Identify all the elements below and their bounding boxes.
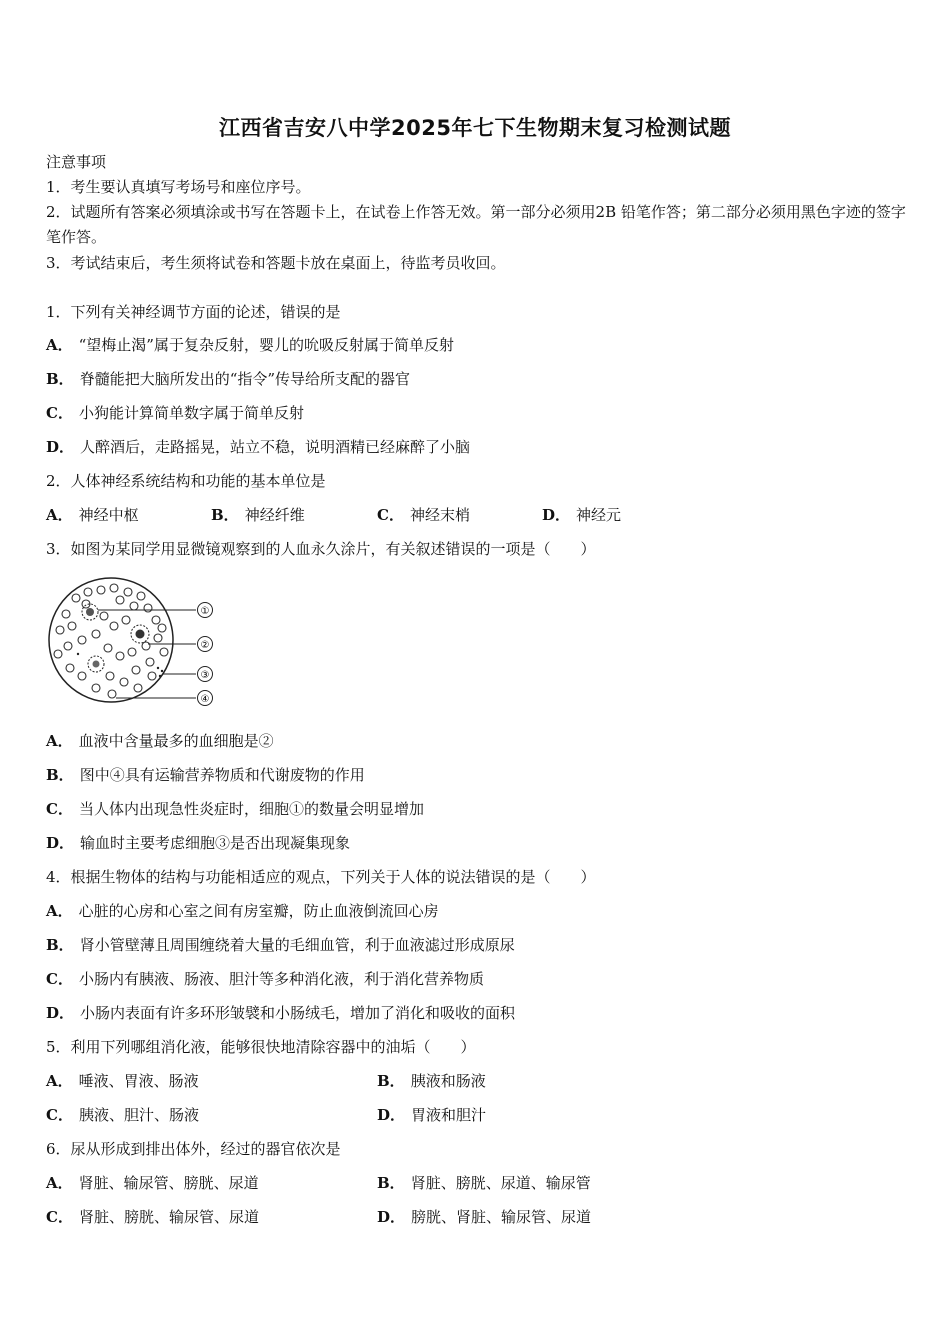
q5-option-c	[46, 1105, 199, 1125]
option-text: 肾小管壁薄且周围缠绕着大量的毛细血管，利于血液滤过形成原尿	[79, 936, 515, 954]
question-2-stem: 2．人体神经系统结构和功能的基本单位是	[46, 472, 326, 490]
option-label: B．	[211, 506, 239, 524]
notice-item-1: 1．考生要认真填写考场号和座位序号。	[46, 178, 311, 196]
figure-label-3: ③	[200, 670, 210, 681]
q4-option-d	[46, 1003, 515, 1023]
option-label: A．	[46, 732, 73, 750]
option-label: D．	[46, 834, 75, 852]
page-title: 江西省吉安八中学2025年七下生物期末复习检测试题	[219, 116, 731, 140]
option-text: 当人体内出现急性炎症时，细胞①的数量会明显增加	[78, 800, 424, 818]
option-label: A．	[46, 1072, 73, 1090]
option-label: D．	[377, 1208, 406, 1226]
figure-label-2: ②	[200, 640, 210, 651]
option-text: 人醉酒后，走路摇晃，站立不稳，说明酒精已经麻醉了小脑	[80, 438, 471, 456]
option-text: 脊髓能把大脑所发出的“指令”传导给所支配的器官	[79, 370, 411, 388]
option-text: 肾脏、膀胱、输尿管、尿道	[78, 1208, 259, 1226]
q2-option-b	[211, 505, 305, 525]
notice-heading: 注意事项	[46, 153, 107, 171]
option-text: 小肠内表面有许多环形皱襞和小肠绒毛，增加了消化和吸收的面积	[80, 1004, 516, 1022]
option-label: A．	[46, 506, 73, 524]
option-label: C．	[46, 800, 73, 818]
q3-option-d	[46, 833, 350, 853]
q5-option-d	[377, 1105, 486, 1125]
option-label: D．	[46, 1004, 75, 1022]
question-3-stem: 3．如图为某同学用显微镜观察到的人血永久涂片，有关叙述错误的一项是（ ）	[46, 540, 596, 558]
option-label: D．	[46, 438, 75, 456]
option-label: B．	[46, 370, 74, 388]
option-text: 小狗能计算简单数字属于简单反射	[78, 404, 304, 422]
q6-option-d	[377, 1207, 591, 1227]
q1-option-d	[46, 437, 470, 457]
option-label: A．	[46, 1174, 73, 1192]
question-5-stem: 5．利用下列哪组消化液，能够很快地清除容器中的油垢（ ）	[46, 1038, 476, 1056]
q2-option-d	[542, 505, 621, 525]
option-label: D．	[542, 506, 571, 524]
option-text: 血液中含量最多的血细胞是②	[78, 732, 274, 750]
option-text: 输血时主要考虑细胞③是否出现凝集现象	[80, 834, 351, 852]
q5-option-b	[377, 1071, 486, 1091]
white-blood-cells	[82, 604, 149, 672]
question-1-stem: 1．下列有关神经调节方面的论述，错误的是	[46, 303, 341, 321]
option-text: “望梅止渴”属于复杂反射，婴儿的吮吸反射属于简单反射	[78, 336, 454, 354]
label-circles	[198, 603, 213, 706]
option-label: B．	[377, 1072, 405, 1090]
option-text: 胃液和胆汁	[411, 1106, 487, 1124]
q1-option-b	[46, 369, 410, 389]
option-text: 胰液、胆汁、肠液	[78, 1106, 199, 1124]
figure-label-4: ④	[200, 694, 210, 705]
option-text: 小肠内有胰液、肠液、胆汁等多种消化液，利于消化营养物质	[78, 970, 484, 988]
option-label: B．	[46, 766, 74, 784]
option-label: C．	[46, 970, 73, 988]
platelets	[77, 653, 163, 677]
option-label: B．	[377, 1174, 405, 1192]
option-label: A．	[46, 336, 73, 354]
option-label: B．	[46, 936, 74, 954]
option-text: 神经末梢	[409, 506, 470, 524]
q4-option-c	[46, 969, 484, 989]
option-label: C．	[46, 1208, 73, 1226]
option-label: C．	[377, 506, 404, 524]
leader-lines	[98, 610, 196, 698]
q5-option-a	[46, 1071, 199, 1091]
option-label: A．	[46, 902, 73, 920]
q3-option-a	[46, 731, 274, 751]
q2-option-c	[377, 505, 470, 525]
option-text: 胰液和肠液	[410, 1072, 486, 1090]
q6-option-b	[377, 1173, 591, 1193]
q4-option-b	[46, 935, 515, 955]
q1-option-c	[46, 403, 304, 423]
option-text: 肾脏、膀胱、尿道、输尿管	[410, 1174, 591, 1192]
option-label: C．	[46, 404, 73, 422]
notice-item-2: 2．试题所有答案必须填涂或书写在答题卡上，在试卷上作答无效。第一部分必须用2B 铅笔作答；第二部分必须用黑色字迹的签字笔作答。	[46, 203, 906, 246]
question-6-stem: 6．尿从形成到排出体外，经过的器官依次是	[46, 1140, 341, 1158]
option-text: 神经元	[576, 506, 622, 524]
q2-option-a	[46, 505, 139, 525]
q4-option-a	[46, 901, 439, 921]
option-text: 神经中枢	[78, 506, 139, 524]
q3-option-b	[46, 765, 365, 785]
q6-option-c	[46, 1207, 259, 1227]
option-text: 膀胱、肾脏、输尿管、尿道	[411, 1208, 592, 1226]
blood-smear-figure	[46, 576, 221, 714]
q3-option-c	[46, 799, 424, 819]
option-text: 图中④具有运输营养物质和代谢废物的作用	[79, 766, 365, 784]
question-4-stem: 4．根据生物体的结构与功能相适应的观点，下列关于人体的说法错误的是（ ）	[46, 868, 596, 886]
notice-item-3: 3．考试结束后，考生须将试卷和答题卡放在桌面上，待监考员收回。	[46, 254, 506, 272]
option-label: D．	[377, 1106, 406, 1124]
figure-label-1: ①	[200, 606, 210, 617]
red-blood-cells	[54, 584, 168, 698]
option-text: 肾脏、输尿管、膀胱、尿道	[78, 1174, 259, 1192]
q6-option-a	[46, 1173, 259, 1193]
option-text: 神经纤维	[244, 506, 305, 524]
option-text: 唾液、胃液、肠液	[78, 1072, 199, 1090]
q1-option-a	[46, 335, 454, 355]
option-text: 心脏的心房和心室之间有房室瓣，防止血液倒流回心房	[78, 902, 439, 920]
option-label: C．	[46, 1106, 73, 1124]
